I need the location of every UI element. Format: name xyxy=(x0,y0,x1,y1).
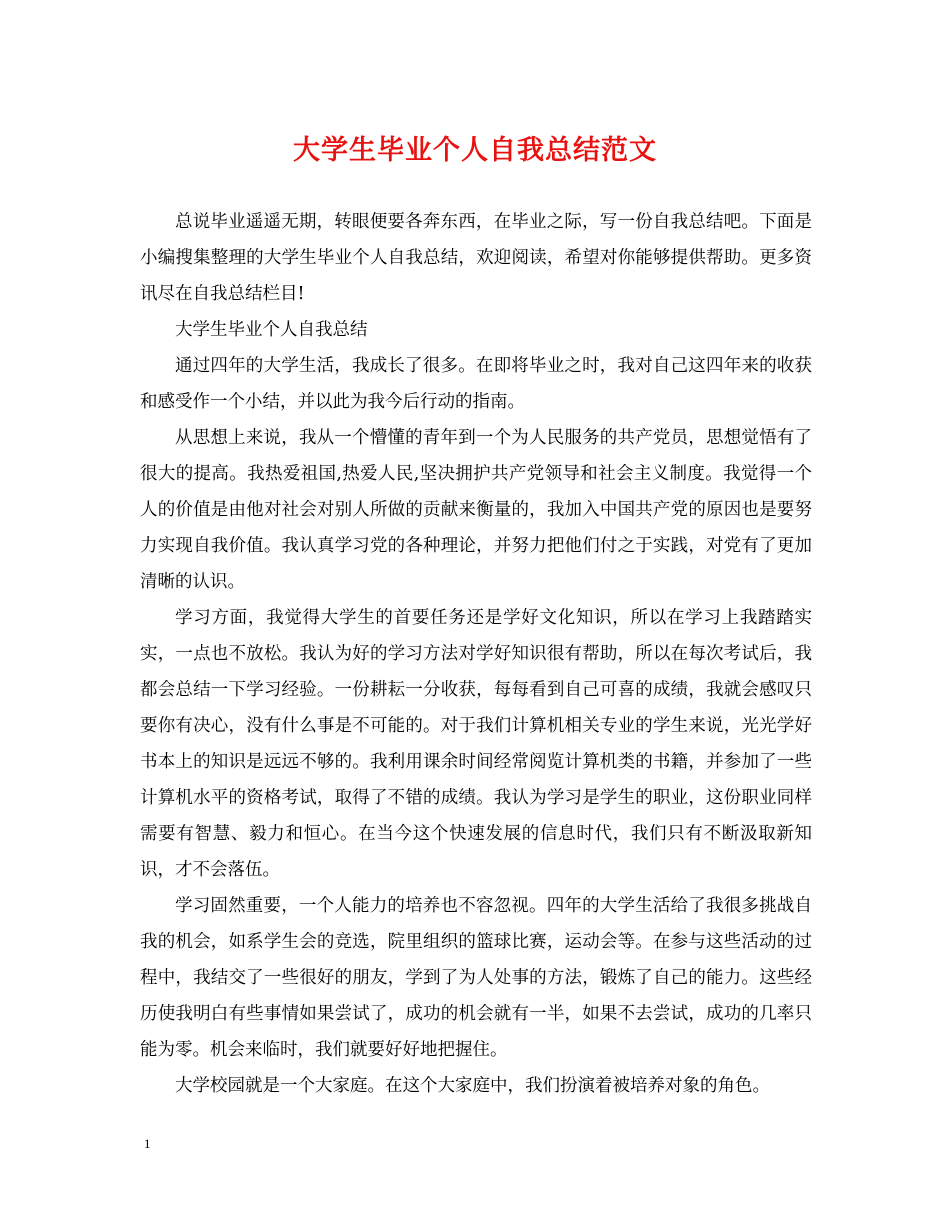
paragraph-ideology: 从思想上来说，我从一个懵懂的青年到一个为人民服务的共产党员，思想觉悟有了很大的提高。我热爱祖国,热爱人民,坚决拥护共产党领导和社会主义制度。我觉得一个人的价值是由他对社会对别人所做的贡献来衡量的，我加入中国共产党的原因也是要努力实现自我价值。我认真学习党的各种理论，并努力把他们付之于实践，对党有了更加清晰的认识。 xyxy=(140,428,812,592)
paragraph-growth: 通过四年的大学生活，我成长了很多。在即将毕业之时，我对自己这四年来的收获和感受作一个小结，并以此为我今后行动的指南。 xyxy=(140,356,812,412)
paragraph-study: 学习方面，我觉得大学生的首要任务还是学好文化知识，所以在学习上我踏踏实实，一点也不放松。我认为好的学习方法对学好知识很有帮助，所以在每次考试后，我都会总结一下学习经验。一份耕耘一分收获，每每看到自己可喜的成绩，我就会感叹只要你有决心，没有什么事是不可能的。对于我们计算机相关专业的学生来说，光光学好书本上的知识是远远不够的。我利用课余时间经常阅览计算机类的书籍，并参加了一些计算机水平的资格考试，取得了不错的成绩。我认为学习是学生的职业，这份职业同样需要有智慧、毅力和恒心。在当今这个快速发展的信息时代，我们只有不断汲取新知识，才不会落伍。 xyxy=(140,608,812,880)
page-number: 1 xyxy=(144,1136,151,1151)
paragraph-campus: 大学校园就是一个大家庭。在这个大家庭中，我们扮演着被培养对象的角色。 xyxy=(175,1076,770,1096)
document-body xyxy=(140,204,812,1104)
paragraph-intro: 总说毕业遥遥无期，转眼便要各奔东西，在毕业之际，写一份自我总结吧。下面是小编搜集整理的大学生毕业个人自我总结，欢迎阅读，希望对你能够提供帮助。更多资讯尽在自我总结栏目! xyxy=(140,212,812,304)
paragraph-subtitle: 大学生毕业个人自我总结 xyxy=(175,320,368,340)
paragraph-ability: 学习固然重要，一个人能力的培养也不容忽视。四年的大学生活给了我很多挑战自我的机会，如系学生会的竞选，院里组织的篮球比赛，运动会等。在参与这些活动的过程中，我结交了一些很好的朋友，学到了为人处事的方法，锻炼了自己的能力。这些经历使我明白有些事情如果尝试了，成功的机会就有一半，如果不去尝试，成功的几率只能为零。机会来临时，我们就要好好地把握住。 xyxy=(140,896,812,1060)
document-title: 大学生毕业个人自我总结范文 xyxy=(293,135,657,166)
